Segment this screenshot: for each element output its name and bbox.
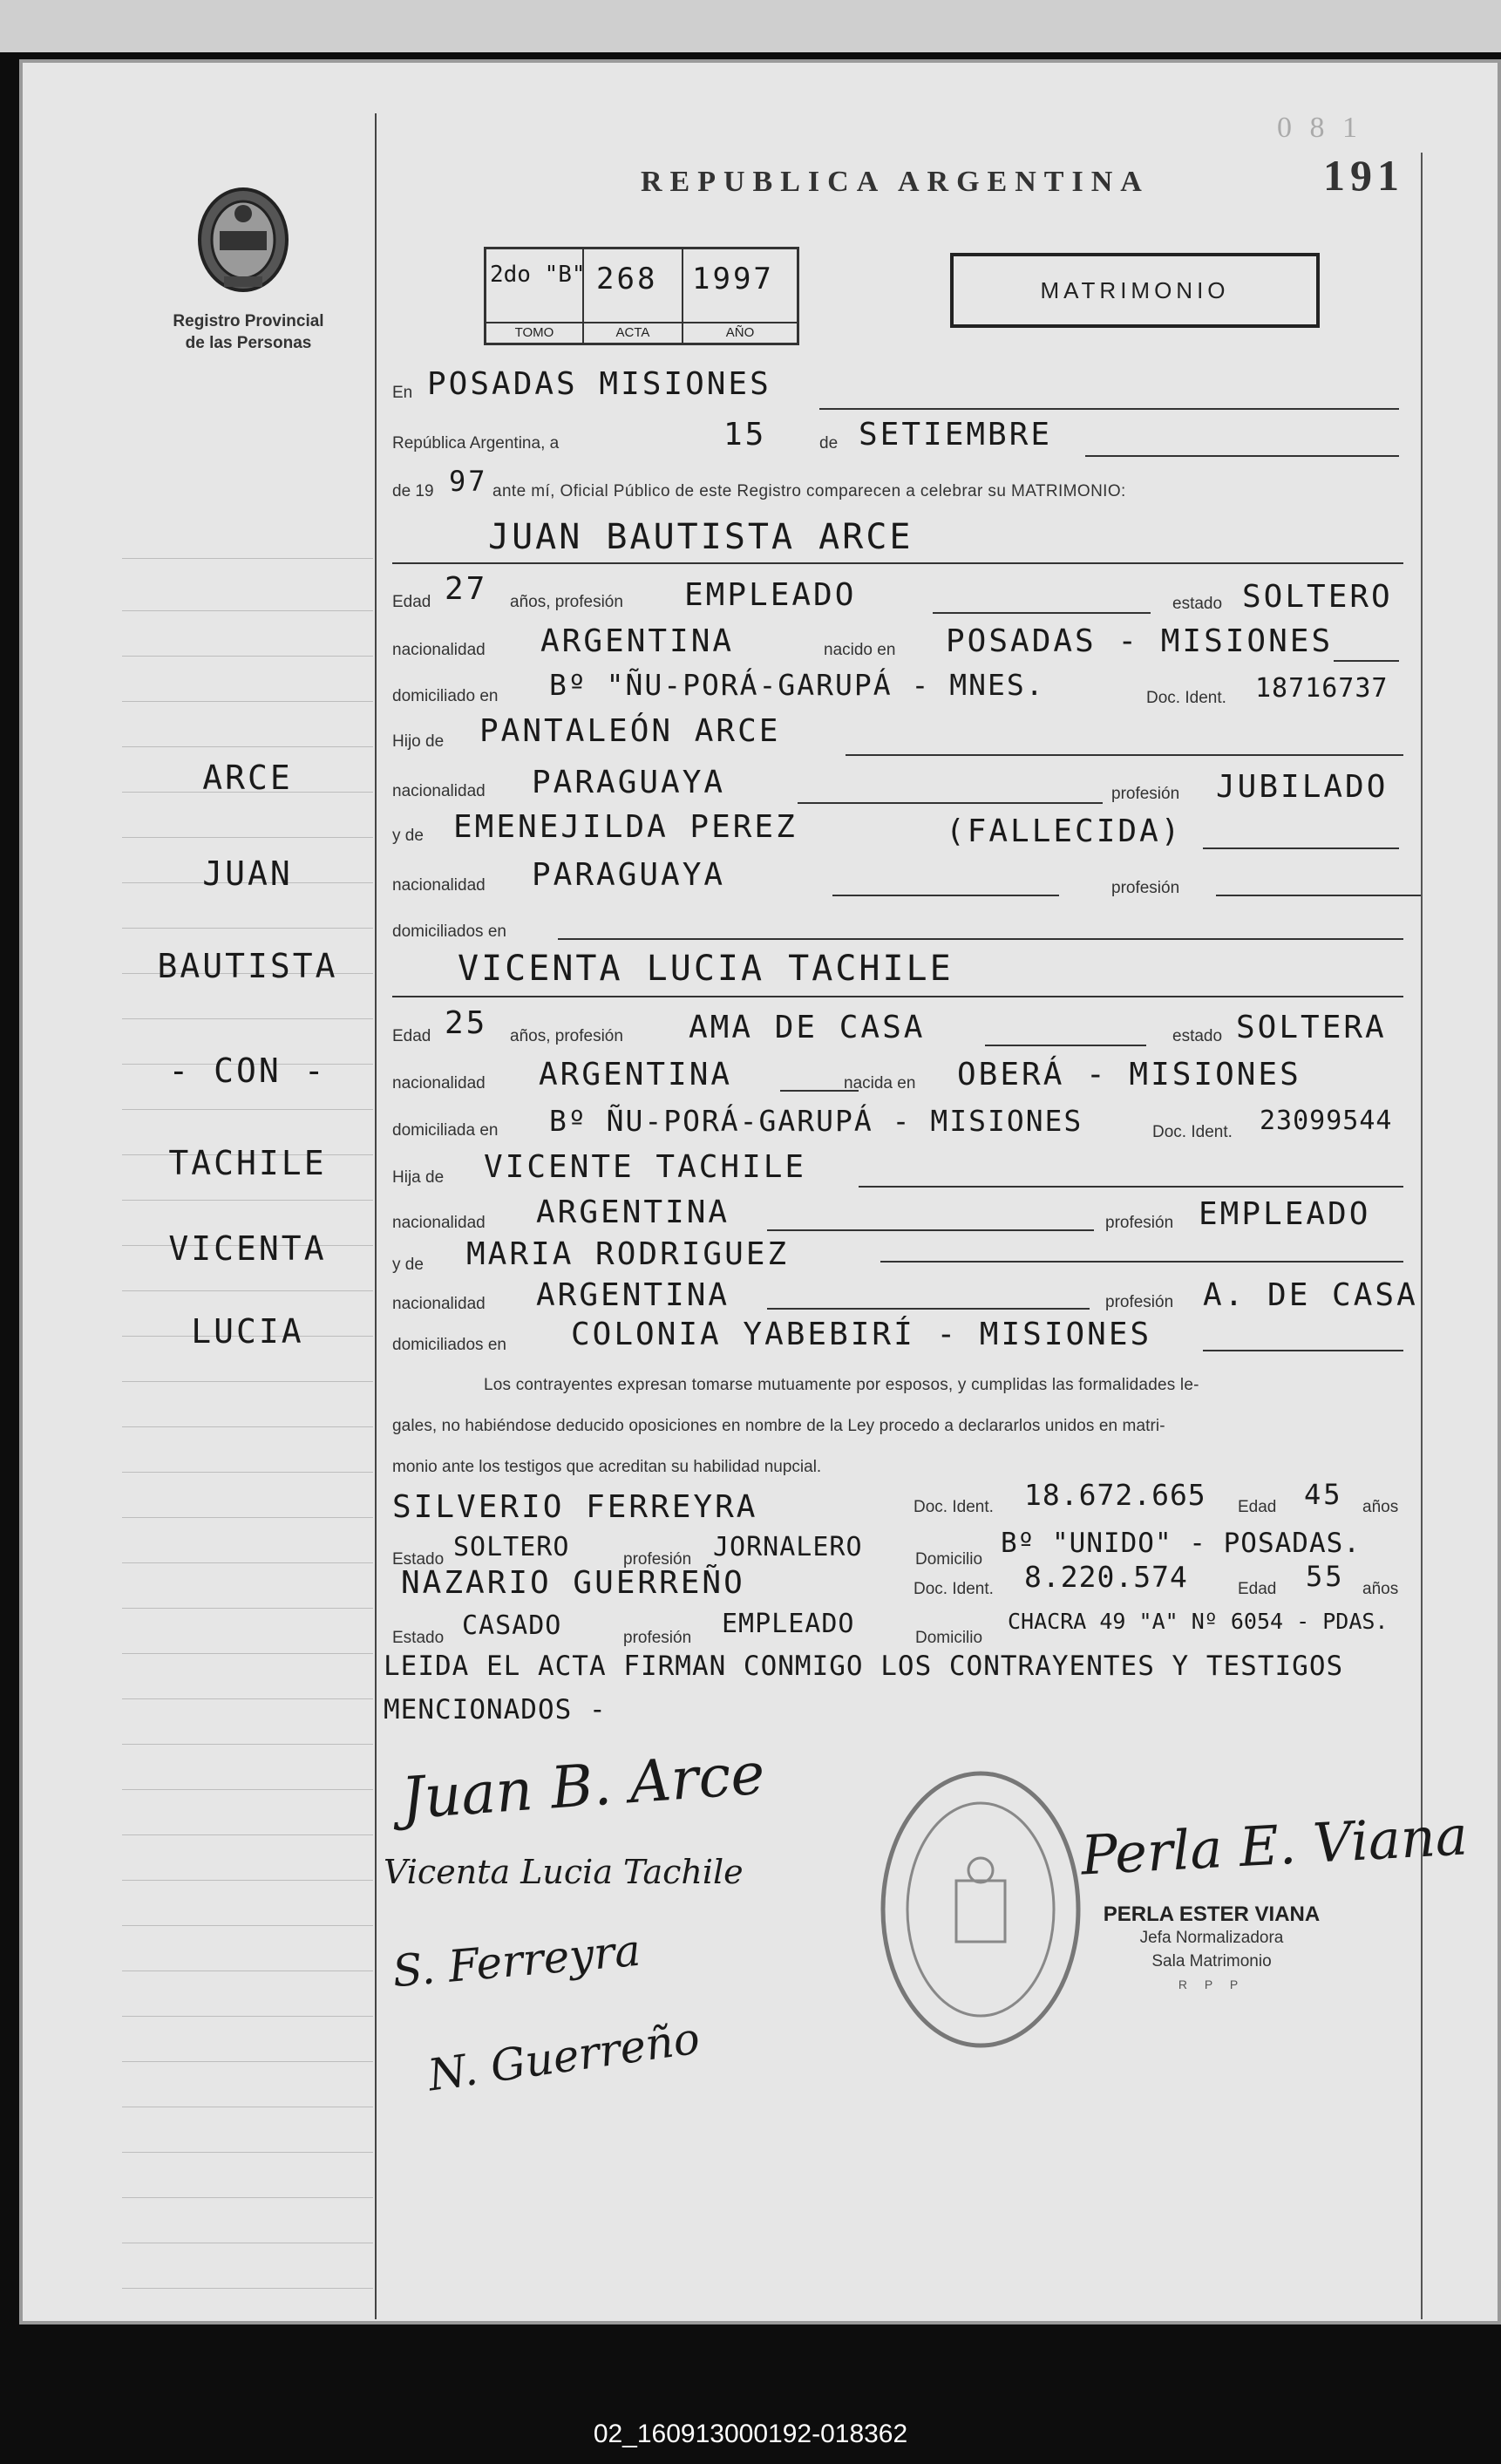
official-block <box>1077 1902 1347 1997</box>
book-spine <box>0 0 1501 52</box>
witness1-domicile: Bº "UNIDO" - POSADAS. <box>1001 1528 1361 1559</box>
witness1-edad-label: Edad <box>1238 1498 1277 1516</box>
groom-nac-label: nacionalidad <box>392 641 486 659</box>
official-signature: Perla E. Viana <box>1079 1803 1470 1888</box>
intro-month: SETIEMBRE <box>859 417 1053 453</box>
rep-label: República Argentina, a <box>392 434 560 453</box>
groom-estado: SOLTERO <box>1242 579 1393 615</box>
registry-name-line2: de las Personas <box>185 334 312 352</box>
intro-day: 15 <box>723 417 767 453</box>
margin-note-6: VICENTA <box>168 1229 327 1268</box>
bride-mother-nat-label: nacionalidad <box>392 1295 486 1313</box>
groom-nationality: ARGENTINA <box>540 623 735 659</box>
bride-father-nat: ARGENTINA <box>536 1195 730 1230</box>
footer-code: 02_160913000192-018362 <box>593 2420 908 2448</box>
bride-profession: AMA DE CASA <box>689 1010 926 1045</box>
margin-note-5: TACHILE <box>168 1144 327 1182</box>
witness1-profession: JORNALERO <box>713 1532 863 1562</box>
bride-yde-label: y de <box>392 1256 424 1274</box>
year-prefix: de 19 <box>392 482 434 500</box>
margin-note-3: BAUTISTA <box>157 947 338 985</box>
witness2-name: NAZARIO GUERREÑO <box>401 1565 745 1601</box>
witness1-signature: S. Ferreyra <box>391 1924 643 1998</box>
right-border <box>1421 153 1423 2319</box>
official-seal-icon <box>876 1766 1085 2053</box>
tomo-cell <box>486 249 584 343</box>
doc-type-box <box>950 253 1320 328</box>
bride-doc-label: Doc. Ident. <box>1152 1123 1233 1141</box>
margin-note-4: - CON - <box>168 1052 327 1090</box>
groom-father-nat: PARAGUAYA <box>532 765 726 800</box>
acta-label: ACTA <box>584 322 682 343</box>
bride-mother-nat: ARGENTINA <box>536 1277 730 1313</box>
witness2-domicile: CHACRA 49 "A" Nº 6054 - PDAS. <box>1008 1609 1389 1634</box>
groom-father: PANTALEÓN ARCE <box>479 713 781 749</box>
witness2-doc: 8.220.574 <box>1024 1560 1188 1594</box>
bride-father-prof: EMPLEADO <box>1199 1196 1371 1232</box>
registry-name-line1: Registro Provincial <box>173 312 324 330</box>
groom-hijo-label: Hijo de <box>392 732 445 751</box>
de-label: de <box>819 434 839 453</box>
coat-of-arms-icon <box>194 179 293 296</box>
official-name: PERLA ESTER VIANA <box>1103 1902 1321 1926</box>
ano-label: AÑO <box>683 322 797 343</box>
witness2-age: 55 <box>1306 1560 1345 1593</box>
groom-mother-nat-label: nacionalidad <box>392 876 486 895</box>
witness2-doc-label: Doc. Ident. <box>914 1580 994 1598</box>
groom-father-prof: JUBILADO <box>1216 769 1389 805</box>
bride-age: 25 <box>445 1005 488 1041</box>
bride-parents-dom: COLONIA YABEBIRÍ - MISIONES <box>571 1317 1152 1352</box>
groom-anos-prof: años, profesión <box>510 593 623 611</box>
bride-born: OBERÁ - MISIONES <box>957 1057 1301 1092</box>
bride-father: VICENTE TACHILE <box>484 1149 807 1185</box>
witness1-name: SILVERIO FERREYRA <box>392 1489 758 1525</box>
page-number: 191 <box>1323 151 1404 200</box>
groom-dom-label: domiciliado en <box>392 687 499 705</box>
official-title3: R P P <box>1178 1977 1246 1991</box>
groom-mother-nat: PARAGUAYA <box>532 857 726 893</box>
groom-yde-label: y de <box>392 827 424 845</box>
groom-edad-label: Edad <box>392 593 431 611</box>
en-label: En <box>392 384 413 402</box>
groom-doc: 18716737 <box>1255 673 1389 704</box>
bride-estado: SOLTERA <box>1236 1010 1387 1045</box>
groom-signature: Juan B. Arce <box>398 1739 767 1833</box>
bride-nac-label: nacionalidad <box>392 1074 486 1092</box>
witness1-doc-label: Doc. Ident. <box>914 1498 994 1516</box>
margin-note-7: LUCIA <box>191 1312 304 1351</box>
witness2-estado: CASADO <box>462 1610 562 1641</box>
margin-divider <box>375 113 377 2319</box>
margin-note-1: ARCE <box>202 759 293 797</box>
bride-nationality: ARGENTINA <box>539 1057 733 1092</box>
bride-father-prof-label: profesión <box>1105 1214 1174 1232</box>
bride-name: VICENTA LUCIA TACHILE <box>458 949 954 989</box>
doc-type-label: MATRIMONIO <box>1040 276 1230 303</box>
record-box <box>484 247 799 345</box>
groom-born: POSADAS - MISIONES <box>946 623 1334 659</box>
groom-profession: EMPLEADO <box>684 577 857 613</box>
witness1-dom-label: Domicilio <box>915 1550 983 1569</box>
bride-edad-label: Edad <box>392 1027 431 1045</box>
closing-line1: LEIDA EL ACTA FIRMAN CONMIGO LOS CONTRAYENTES Y TESTIGOS <box>384 1651 1344 1682</box>
groom-estado-label: estado <box>1172 595 1223 613</box>
groom-domicile: Bº "ÑU-PORÁ-GARUPÁ - MNES. <box>549 668 1045 702</box>
witness2-estado-label: Estado <box>392 1629 445 1647</box>
witness1-doc: 18.672.665 <box>1024 1478 1206 1512</box>
official-title1: Jefa Normalizadora <box>1139 1929 1284 1947</box>
tomo-label: TOMO <box>486 322 582 343</box>
witness2-profession: EMPLEADO <box>722 1609 855 1639</box>
tomo-value: 2do "B" <box>490 262 586 288</box>
groom-parents-dom-label: domiciliados en <box>392 922 506 941</box>
groom-doc-label: Doc. Ident. <box>1146 689 1226 707</box>
witness1-estado: SOLTERO <box>453 1532 570 1562</box>
declaration-line1: Los contrayentes expresan tomarse mutuamente por esposos, y cumplidas las formalidades le- <box>484 1376 1199 1394</box>
groom-mother: EMENEJILDA PEREZ <box>453 809 798 845</box>
official-title2: Sala Matrimonio <box>1151 1952 1272 1971</box>
witness1-prof-label: profesión <box>623 1550 692 1569</box>
ano-value: 1997 <box>692 262 774 296</box>
bride-domicile: Bº ÑU-PORÁ-GARUPÁ - MISIONES <box>549 1104 1083 1138</box>
groom-father-nat-label: nacionalidad <box>392 782 486 800</box>
margin-note-2: JUAN <box>202 854 293 893</box>
intro-text: ante mí, Oficial Público de este Registro comparecen a celebrar su MATRIMONIO: <box>492 482 1126 500</box>
country-title: REPUBLICA ARGENTINA <box>641 166 1150 198</box>
acta-value: 268 <box>596 262 658 296</box>
acta-cell <box>584 249 683 343</box>
witness2-edad-label: Edad <box>1238 1580 1277 1598</box>
groom-mother-prof-label: profesión <box>1111 879 1180 897</box>
bride-doc: 23099544 <box>1260 1106 1393 1136</box>
bride-anos-prof: años, profesión <box>510 1027 623 1045</box>
bride-hija-label: Hija de <box>392 1168 445 1187</box>
groom-age: 27 <box>445 571 488 607</box>
closing-line2: MENCIONADOS - <box>384 1694 607 1725</box>
intro-place: POSADAS MISIONES <box>427 366 771 402</box>
witness2-signature: N. Guerreño <box>424 2012 703 2101</box>
bride-nacida-label: nacida en <box>844 1074 916 1092</box>
bride-dom-label: domiciliada en <box>392 1121 499 1140</box>
groom-nacido-label: nacido en <box>824 641 896 659</box>
corner-mark: 0 8 1 <box>1277 112 1362 144</box>
witness2-prof-label: profesión <box>623 1629 692 1647</box>
bride-estado-label: estado <box>1172 1027 1223 1045</box>
bride-mother: MARIA RODRIGUEZ <box>466 1236 790 1272</box>
witness1-estado-label: Estado <box>392 1550 445 1569</box>
witness2-anos-label: años <box>1362 1580 1399 1598</box>
bride-father-nat-label: nacionalidad <box>392 1214 486 1232</box>
bride-signature: Vicenta Lucia Tachile <box>384 1853 744 1891</box>
year-suffix: 97 <box>449 465 488 498</box>
groom-father-prof-label: profesión <box>1111 785 1180 803</box>
registry-name <box>139 310 357 354</box>
declaration-line2: gales, no habiéndose deducido oposiciones en nombre de la Ley procedo a declararlos unidos en matri- <box>392 1417 1165 1435</box>
witness2-dom-label: Domicilio <box>915 1629 983 1647</box>
groom-name: JUAN BAUTISTA ARCE <box>488 517 914 557</box>
groom-mother-note: (FALLECIDA) <box>946 813 1183 849</box>
ano-cell <box>683 249 797 343</box>
witness1-anos-label: años <box>1362 1498 1399 1516</box>
declaration-line3: monio ante los testigos que acreditan su habilidad nupcial. <box>392 1458 822 1476</box>
bride-mother-prof: A. DE CASA <box>1203 1277 1418 1313</box>
bride-mother-prof-label: profesión <box>1105 1293 1174 1311</box>
witness1-age: 45 <box>1304 1478 1343 1511</box>
bride-parents-dom-label: domiciliados en <box>392 1336 506 1354</box>
